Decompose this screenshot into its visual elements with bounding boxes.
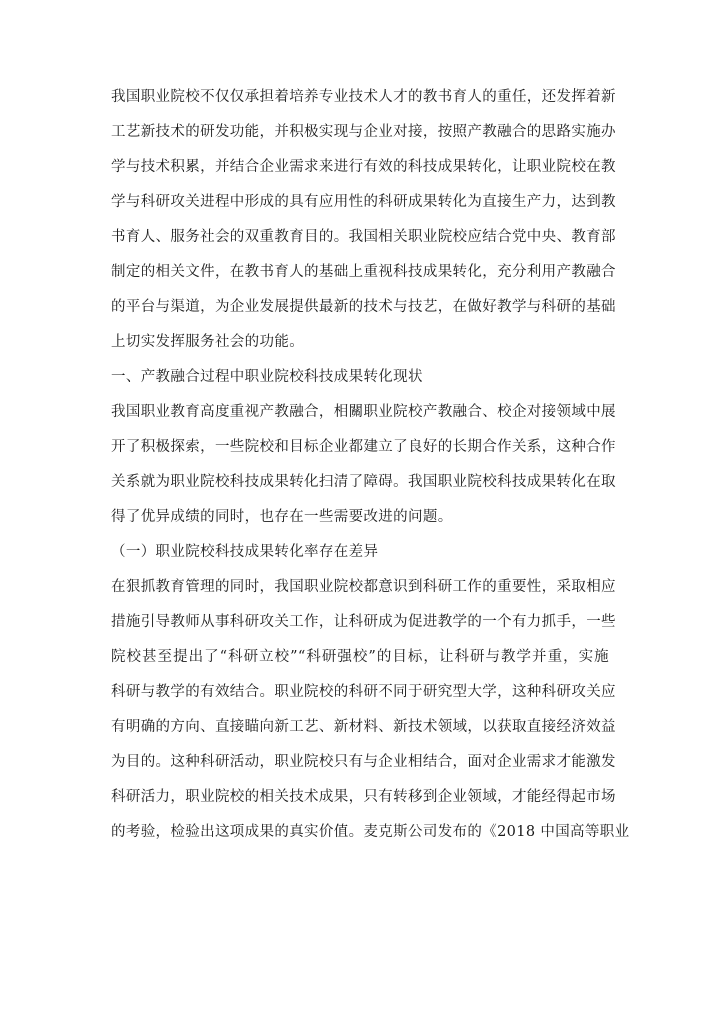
paragraph-1-line-1: 我国职业院校不仅仅承担着培养专业技术人才的教书育人的重任，还发挥着新 — [111, 89, 616, 105]
paragraph-3-line-8: 的考验，检验出这项成果的真实价值。麦克斯公司发布的《2018 中国高等职业 — [111, 824, 630, 840]
paragraph-1-line-3: 学与技术积累，并结合企业需求来进行有效的科技成果转化，让职业院校在教 — [111, 159, 616, 175]
paragraph-1-line-7: 的平台与渠道，为企业发展提供最新的技术与技艺，在做好教学与科研的基础 — [111, 299, 616, 315]
paragraph-3-line-1: 在狠抓教育管理的同时，我国职业院校都意识到科研工作的重要性，采取相应 — [111, 579, 616, 595]
paragraph-3-line-4: 科研与教学的有效结合。职业院校的科研不同于研究型大学，这种科研攻关应 — [111, 684, 616, 700]
paragraph-2-line-3: 关系就为职业院校科技成果转化扫清了障碍。我国职业院校科技成果转化在取 — [111, 474, 616, 490]
section-heading-2: （一）职业院校科技成果转化率存在差异 — [111, 544, 379, 560]
paragraph-1-line-4: 学与科研攻关进程中形成的具有应用性的科研成果转化为直接生产力，达到教 — [111, 194, 616, 210]
paragraph-3-line-2: 措施引导教师从事科研攻关工作，让科研成为促进教学的一个有力抓手，一些 — [111, 614, 616, 630]
paragraph-3-line-5: 有明确的方向、直接瞄向新工艺、新材料、新技术领域，以获取直接经济效益 — [111, 719, 616, 735]
paragraph-2-line-1: 我国职业教育高度重视产教融合，相關职业院校产教融合、校企对接领域中展 — [111, 404, 616, 420]
paragraph-3-line-6: 为目的。这种科研活动，职业院校只有与企业相结合，面对企业需求才能激发 — [111, 754, 616, 770]
paragraph-3-line-7: 科研活力，职业院校的相关技术成果，只有转移到企业领域，才能经得起市场 — [111, 789, 616, 805]
paragraph-2-line-2: 开了积极探索，一些院校和目标企业都建立了良好的长期合作关系，这种合作 — [111, 439, 616, 455]
paragraph-2-line-4: 得了优异成绩的同时，也存在一些需要改进的问题。 — [111, 509, 453, 525]
paragraph-3-line-3: 院校甚至提出了“科研立校”“科研强校”的目标，让科研与教学并重，实施 — [111, 649, 609, 665]
section-heading-1: 一、产教融合过程中职业院校科技成果转化现状 — [111, 369, 423, 385]
paragraph-1-line-6: 制定的相关文件，在教书育人的基础上重视科技成果转化，充分利用产教融合 — [111, 264, 616, 280]
paragraph-1-line-8: 上切实发挥服务社会的功能。 — [111, 334, 305, 350]
paragraph-1-line-2: 工艺新技术的研发功能，并积极实现与企业对接，按照产教融合的思路实施办 — [111, 124, 616, 140]
paragraph-1-line-5: 书育人、服务社会的双重教育目的。我国相关职业院校应结合党中央、教育部 — [111, 229, 616, 245]
